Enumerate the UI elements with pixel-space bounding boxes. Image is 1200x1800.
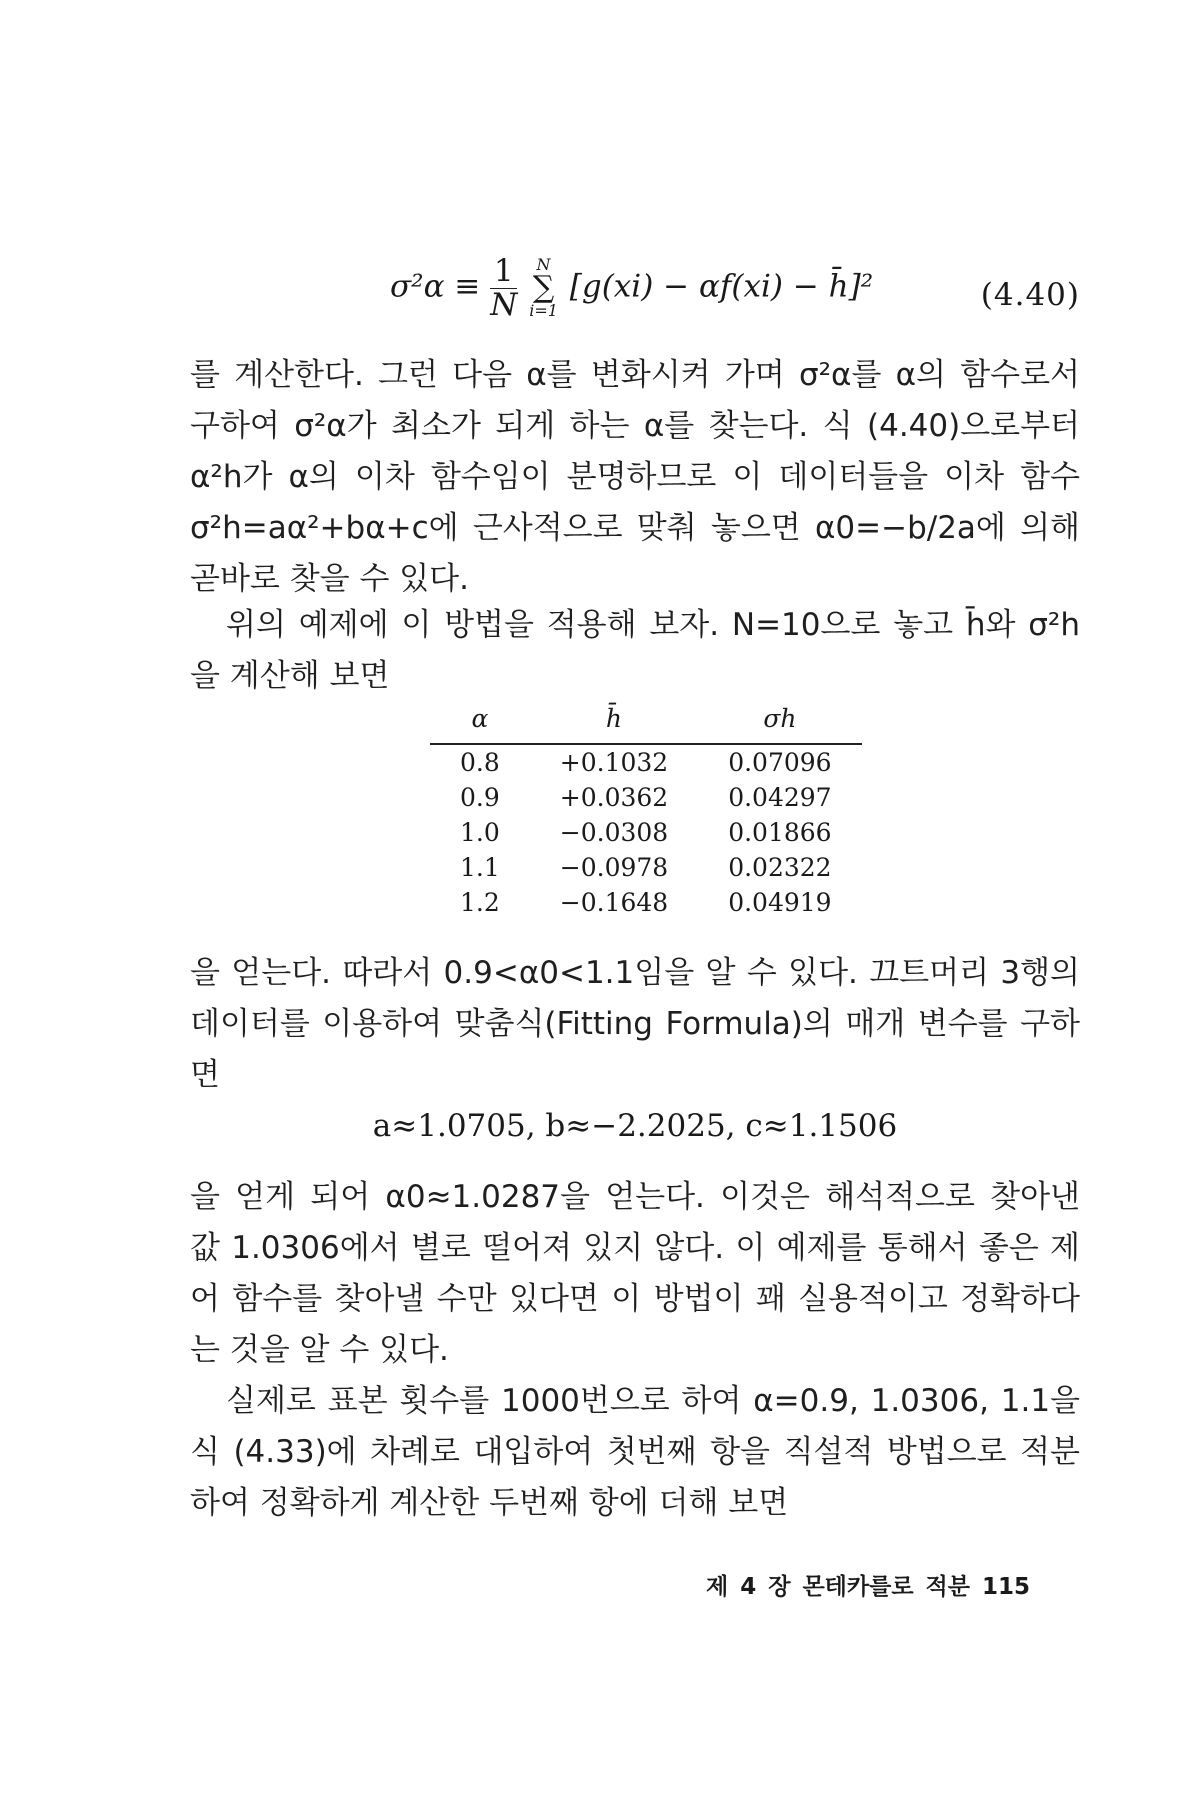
sum-lower-limit: i=1	[529, 301, 558, 321]
table-cell: +0.0362	[559, 783, 669, 812]
table-row	[430, 850, 862, 885]
column-header-hbar: h̄	[530, 700, 698, 744]
table-cell: 0.01866	[728, 818, 832, 847]
table-cell: 1.1	[460, 853, 500, 882]
equation-number: (4.40)	[980, 277, 1080, 313]
table-row	[430, 815, 862, 850]
equation-fraction	[490, 255, 517, 321]
table-cell: −0.0978	[559, 853, 669, 882]
table-row	[430, 885, 862, 920]
table-cell: 0.04297	[728, 783, 832, 812]
equation-4-40	[190, 255, 1080, 335]
page-footer: 제 4 장 몬테카를로 적분 115	[705, 1574, 1030, 1600]
paragraph-3: 을 얻는다. 따라서 0.9<α0<1.1임을 알 수 있다. 끄트머리 3행의 데이터를 이용하여 맞춤식(Fitting Formula)의 매개 변수를 구하면	[190, 955, 1080, 1093]
fraction-numerator: 1	[490, 255, 517, 289]
table-header-row	[430, 700, 862, 744]
sigma-icon: ∑	[532, 270, 555, 306]
table-cell: −0.1648	[559, 888, 669, 917]
table-cell: 0.9	[460, 783, 500, 812]
table-cell: 1.0	[460, 818, 500, 847]
table-cell: −0.0308	[559, 818, 669, 847]
paragraph-1: 를 계산한다. 그런 다음 α를 변화시켜 가며 σ²α를 α의 함수로서 구하여 σ²α가 최소가 되게 하는 α를 찾는다. 식 (4.40)으로부터 α²h가 α의 이차 함수임이 분명하므로 이 데이터들을 이차 함수 σ²h=aα²+bα+c에 근사적으로 맞춰 놓으면 α0=−b/2a에 의해 곧바로 찾을 수 있다.	[190, 357, 1080, 597]
results-table	[430, 700, 862, 920]
paragraph-4: 을 얻게 되어 α0≈1.0287을 얻는다. 이것은 해석적으로 찾아낸 값 1.0306에서 별로 떨어져 있지 않다. 이 예제를 통해서 좋은 제어 함수를 찾아낼 수만 있다면 이 방법이 꽤 실용적이고 정확하다는 것을 알 수 있다.	[190, 1179, 1080, 1368]
table-cell: 0.07096	[728, 748, 832, 777]
paragraph-5: 실제로 표본 횟수를 1000번으로 하여 α=0.9, 1.0306, 1.1을 식 (4.33)에 차례로 대입하여 첫번째 항을 직설적 방법으로 적분하여 정확하게 계산한 두번째 항에 더해 보면	[190, 1383, 1080, 1521]
fit-coefficients: a≈1.0705, b≈−2.2025, c≈1.1506	[372, 1108, 898, 1144]
equation-lhs: σ²α ≡	[390, 268, 481, 305]
summation-sign	[529, 257, 558, 319]
table-cell: 1.2	[460, 888, 500, 917]
paragraph-2: 위의 예제에 이 방법을 적용해 보자. N=10으로 놓고 h̄와 σ²h을 계산해 보면	[190, 607, 1080, 694]
column-header-alpha: α	[430, 700, 530, 744]
equation-body	[390, 255, 873, 321]
table-cell: 0.8	[460, 748, 500, 777]
table-row	[430, 744, 862, 780]
table-cell: 0.02322	[728, 853, 832, 882]
column-header-sigma: σh	[698, 700, 861, 744]
fraction-denominator: N	[490, 286, 518, 323]
sum-upper-limit: N	[536, 255, 551, 275]
equation-summand: [g(xi) − αf(xi) − h̄]²	[569, 268, 874, 305]
table-cell: +0.1032	[559, 748, 669, 777]
table-row	[430, 780, 862, 815]
table-cell: 0.04919	[728, 888, 832, 917]
